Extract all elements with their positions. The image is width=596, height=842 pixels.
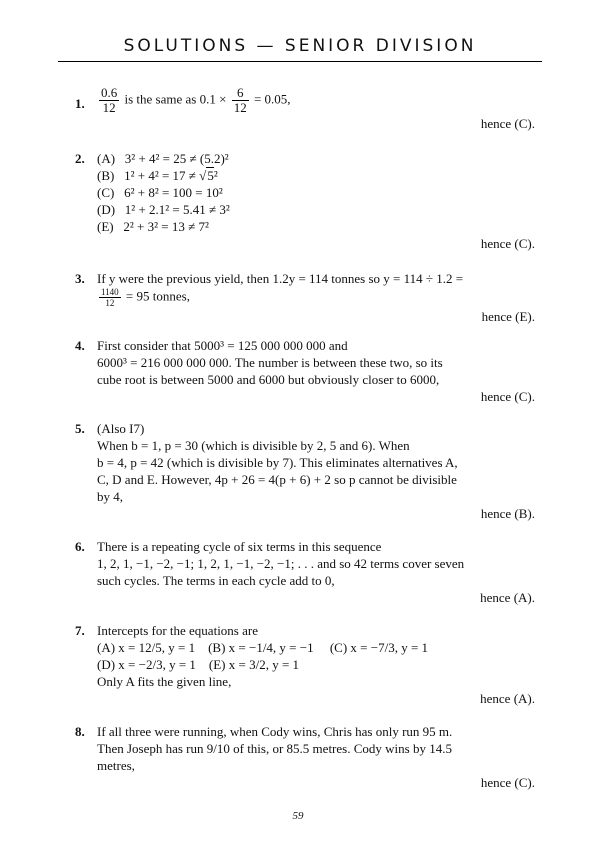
solution-number: 2. <box>75 151 85 166</box>
solution-8 <box>75 723 535 791</box>
page-number: 59 <box>292 810 304 822</box>
header-rule <box>58 61 542 62</box>
fraction: $\frac{6}{12}$ <box>233 85 247 115</box>
option-row-b: (B) 1² + 4² = 17 ≠ √5² <box>97 168 218 183</box>
solution-number: 8. <box>75 724 85 739</box>
solution-text: such cycles. The terms in each cycle add to 0, <box>97 573 335 588</box>
solution-text: If all three were running, when Cody wins, Chris has only run 95 m. <box>97 724 453 739</box>
solution-text: Intercepts for the equations are <box>97 623 258 638</box>
answer-line: hence (B). <box>480 506 535 521</box>
fraction: $\frac{1140}{12}$ <box>101 287 119 308</box>
solution-text: 6000³ = 216 000 000 000. The number is between these two, so its <box>97 355 443 370</box>
solution-text: If y were the previous yield, then 1.2y = 114 tonnes so y = 114 ÷ 1.2 = <box>97 271 464 286</box>
option-row-e: (E) 2² + 3² = 13 ≠ 7² <box>97 219 209 234</box>
solution-text: = 0.05, <box>253 91 291 107</box>
solution-text: There is a repeating cycle of six terms in this sequence <box>97 539 382 554</box>
option-row-a: (A) 3² + 4² = 25 ≠ (5.2)² <box>97 151 229 166</box>
solution-text: First consider that 5000³ = 125 000 000 000 and <box>97 338 348 353</box>
solution-text: 1, 2, 1, −1, −2, −1; 1, 2, 1, −1, −2, −1; . . . and so 42 terms cover seven <box>97 556 465 571</box>
fraction: $\frac{0.6}{12}$ <box>101 85 118 115</box>
solution-text: by 4, <box>97 489 123 504</box>
solution-text: (A) x = 12/5, y = 1 (B) x = −1/4, y = −1 (C) x = −7/3, y = 1 <box>97 640 429 655</box>
solution-text: (D) x = −2/3, y = 1 (E) x = 3/2, y = 1 <box>97 657 300 672</box>
solution-text: C, D and E. However, 4p + 26 = 4(p + 6) + 2 so p cannot be divisible <box>97 472 457 487</box>
solution-number: 1. <box>75 96 85 111</box>
solution-text: is the same as 0.1 × <box>124 91 227 107</box>
solution-5 <box>75 420 535 522</box>
answer-line: hence (C). <box>480 116 535 131</box>
answer-line: hence (C). <box>480 236 535 251</box>
solution-number: 6. <box>75 539 85 554</box>
solution-text: metres, <box>97 758 135 773</box>
solution-text: (Also I7) <box>97 421 145 436</box>
solution-text: When b = 1, p = 30 (which is divisible by 2, 5 and 6). When <box>97 438 410 453</box>
solution-text: Only A fits the given line, <box>97 674 232 689</box>
solution-3 <box>75 270 535 325</box>
solution-number: 5. <box>75 421 85 436</box>
solution-text: b = 4, p = 42 (which is divisible by 7). This eliminates alternatives A, <box>97 455 458 470</box>
option-row-d: (D) 1² + 2.1² = 5.41 ≠ 3² <box>97 202 230 217</box>
solution-text: Then Joseph has run 9/10 of this, or 85.5 metres. Cody wins by 14.5 <box>97 741 452 756</box>
solution-2 <box>75 150 535 252</box>
solution-number: 7. <box>75 623 85 638</box>
solution-text-line: $\frac{1140}{12}$ = 95 tonnes, <box>101 287 190 308</box>
solution-1 <box>75 86 535 132</box>
answer-line: hence (C). <box>480 389 535 404</box>
solution-number: 4. <box>75 338 85 353</box>
page-header-title: SOLUTIONS — SENIOR DIVISION <box>123 36 477 56</box>
answer-line: hence (C). <box>480 775 535 790</box>
option-row-c: (C) 6² + 8² = 100 = 10² <box>97 185 223 200</box>
solution-6 <box>75 538 535 606</box>
answer-line: hence (A). <box>480 590 535 605</box>
answer-line: hence (E). <box>481 309 535 324</box>
solution-4 <box>75 337 535 405</box>
solution-number: 3. <box>75 271 85 286</box>
solution-text: cube root is between 5000 and 6000 but obviously closer to 6000, <box>97 372 440 387</box>
solution-7 <box>75 622 535 707</box>
answer-line: hence (A). <box>480 691 535 706</box>
